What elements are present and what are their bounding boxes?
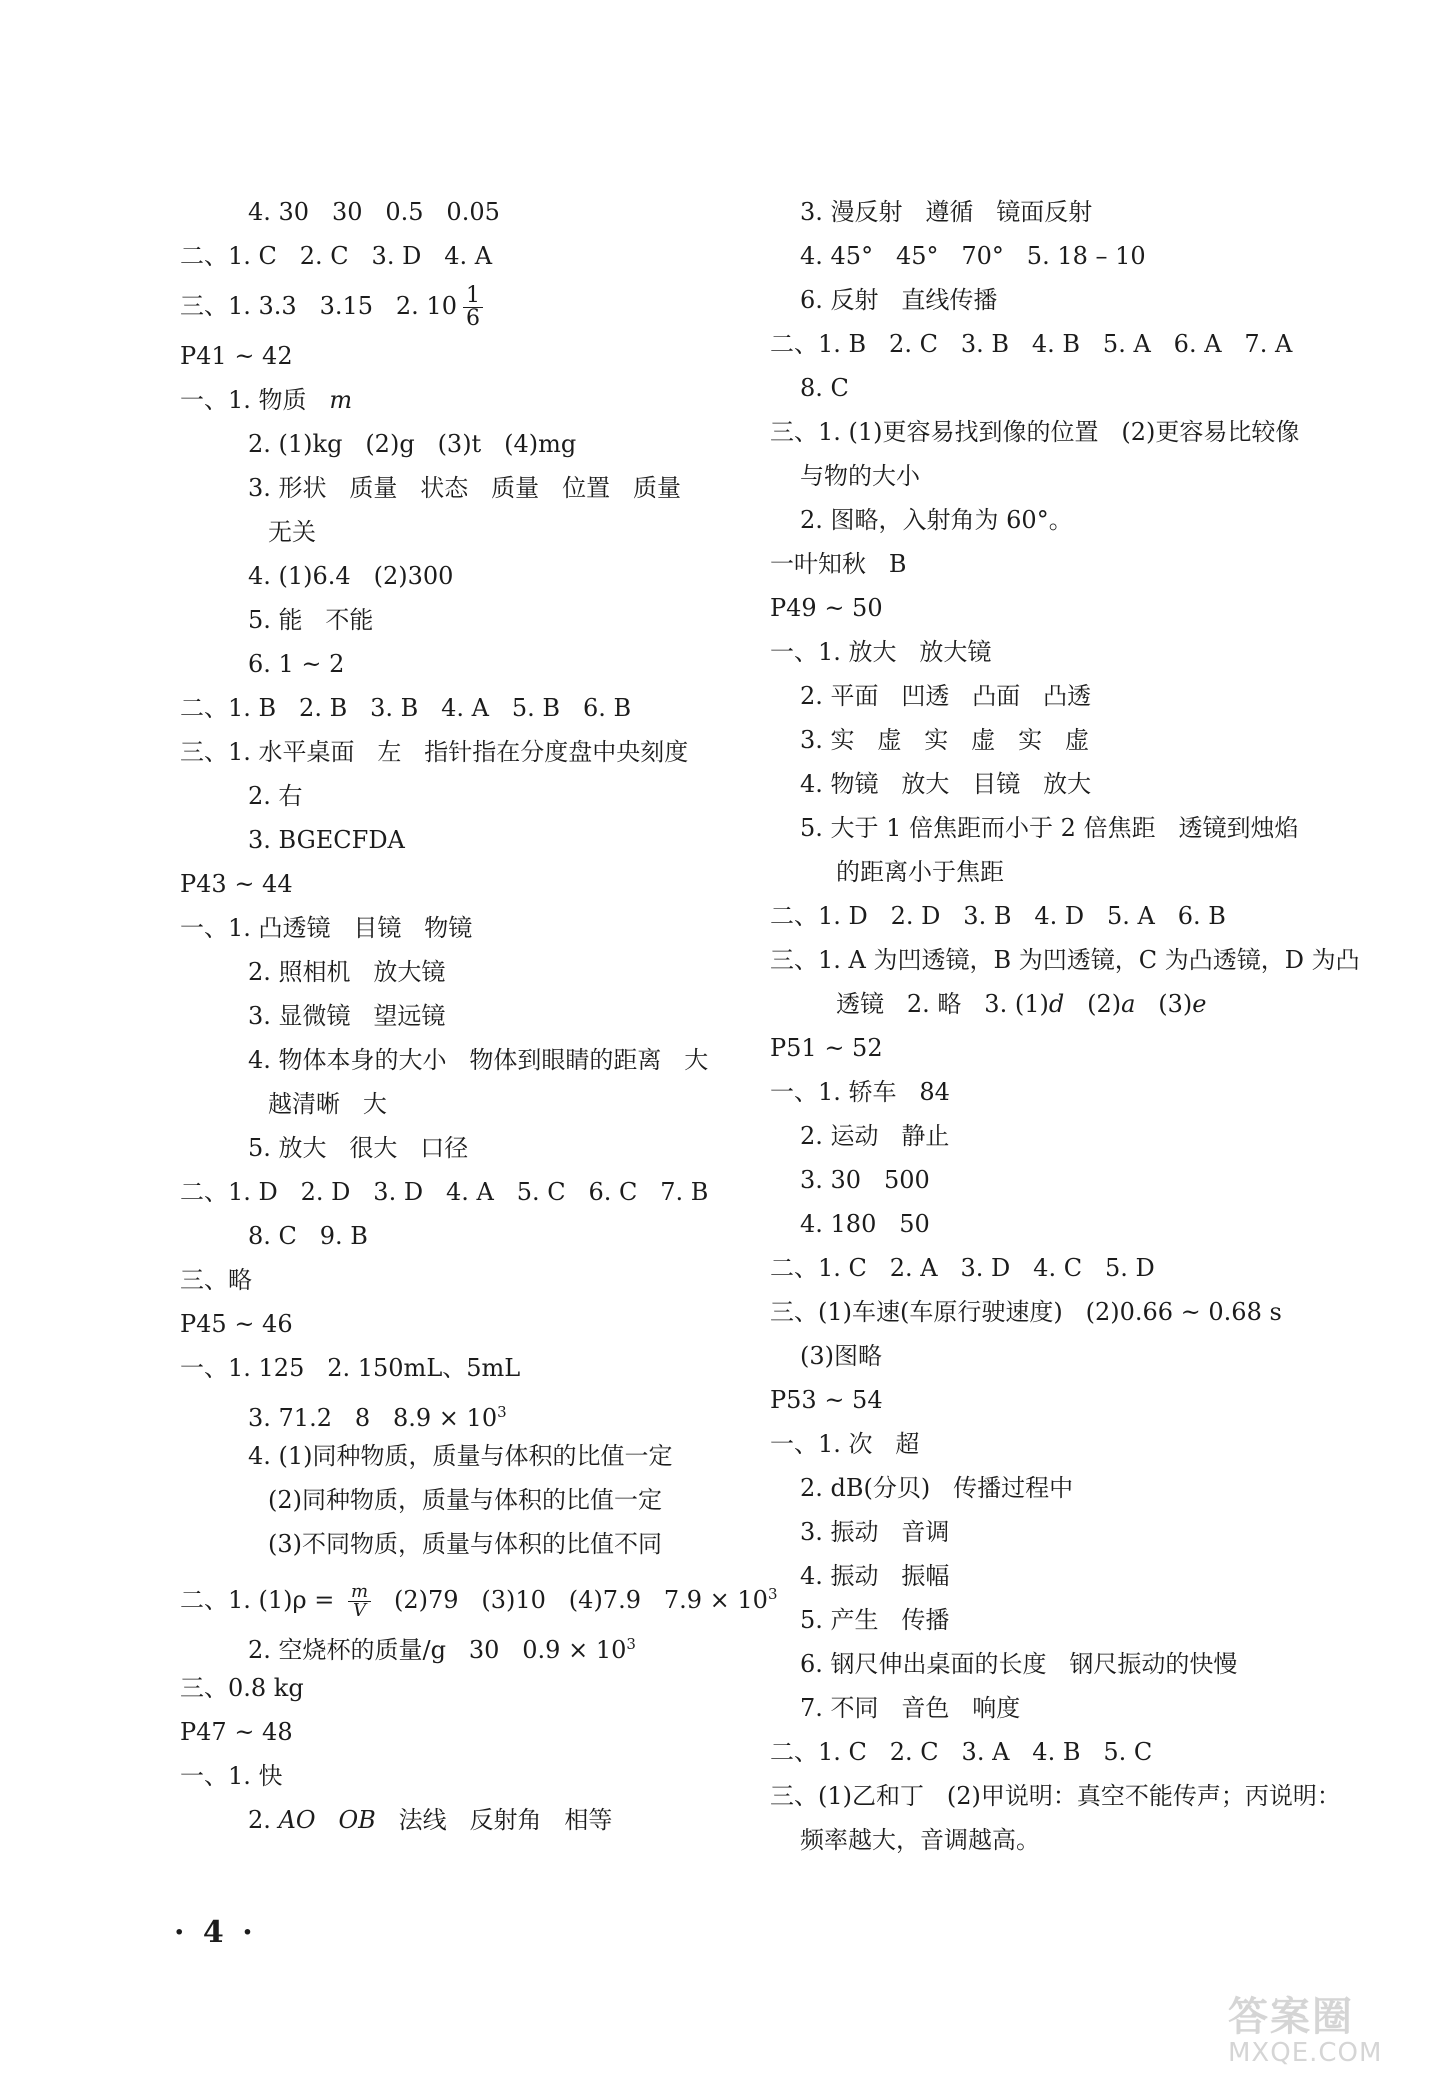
answer-line: 2. 运动 静止	[800, 1122, 950, 1150]
answer-line: 3. 漫反射 遵循 镜面反射	[800, 198, 1093, 226]
answer-line: 3. 30 500	[800, 1166, 930, 1194]
answer-line: 三、略	[180, 1266, 252, 1294]
answer-line: 一、1. 凸透镜 目镜 物镜	[180, 914, 473, 942]
answer-text: 2. 空烧杯的质量/g 30 0.9 × 10	[248, 1636, 627, 1664]
answer-line: 3. 振动 音调	[800, 1518, 950, 1546]
exponent: 3	[497, 1403, 507, 1421]
watermark-title: 答案圈	[1228, 1994, 1354, 2040]
answer-line: 三、0.8 kg	[180, 1674, 304, 1702]
section-heading: P53 ~ 54	[770, 1386, 883, 1414]
variable-symbol: a	[1121, 990, 1136, 1018]
answer-line	[180, 1390, 740, 1434]
answer-line-continuation	[770, 982, 1370, 1026]
answer-line: 一、1. 125 2. 150mL、5mL	[180, 1354, 521, 1382]
answer-line	[180, 1622, 740, 1666]
answer-line: 4. 30 30 0.5 0.05	[248, 198, 500, 226]
answer-line: 5. 能 不能	[248, 606, 374, 634]
answer-text: (2)79 (3)10 (4)7.9 7.9 × 10	[371, 1586, 768, 1614]
answer-line: 6. 反射 直线传播	[800, 286, 998, 314]
answer-line: 5. 大于 1 倍焦距而小于 2 倍焦距 透镜到烛焰	[800, 814, 1299, 842]
answer-line: 2. 照相机 放大镜	[248, 958, 446, 986]
answer-text: 透镜 2. 略 3. (1)	[836, 990, 1049, 1018]
answer-line: 一、1. 放大 放大镜	[770, 638, 992, 666]
answer-text: (2)	[1064, 990, 1122, 1018]
answer-line: 3. 显微镜 望远镜	[248, 1002, 446, 1030]
answer-line: 三、1. (1)更容易找到像的位置 (2)更容易比较像	[770, 418, 1300, 446]
answer-line-with-fraction	[180, 278, 740, 334]
answer-line	[180, 378, 740, 422]
variable-symbol: m	[329, 386, 353, 414]
answer-line: 4. 振动 振幅	[800, 1562, 950, 1590]
answer-line: (2)同种物质，质量与体积的比值一定	[268, 1486, 662, 1514]
page-number: · 4 ·	[174, 1915, 257, 1950]
answer-line: 二、1. B 2. C 3. B 4. B 5. A 6. A 7. A	[770, 330, 1293, 358]
exponent: 3	[767, 1585, 778, 1603]
answer-text: 三、1. 3.3 3.15 2. 10	[180, 292, 457, 320]
answer-line: 8. C 9. B	[248, 1222, 368, 1250]
section-heading: P41 ~ 42	[180, 342, 293, 370]
answer-line-continuation: 越清晰 大	[268, 1090, 387, 1118]
answer-line: 二、1. C 2. C 3. A 4. B 5. C	[770, 1738, 1153, 1766]
answer-line: 4. (1)同种物质，质量与体积的比值一定	[248, 1442, 673, 1470]
answer-line: 6. 钢尺伸出桌面的长度 钢尺振动的快慢	[800, 1650, 1238, 1678]
fraction	[463, 285, 483, 330]
answer-line: 2. (1)kg (2)g (3)t (4)mg	[248, 430, 577, 458]
section-heading: P45 ~ 46	[180, 1310, 293, 1338]
answer-line: (3)不同物质，质量与体积的比值不同	[268, 1530, 662, 1558]
watermark-url: MXQE.COM	[1228, 2038, 1383, 2068]
fraction-numerator: m	[348, 1583, 371, 1602]
answer-line: 4. (1)6.4 (2)300	[248, 562, 454, 590]
answer-text: (3)	[1135, 990, 1193, 1018]
answer-line-continuation: 的距离小于焦距	[836, 858, 1004, 886]
answer-line: 8. C	[800, 374, 849, 402]
section-heading: P51 ~ 52	[770, 1034, 883, 1062]
density-fraction	[348, 1583, 371, 1620]
ray-label: OB	[338, 1806, 376, 1834]
answer-text: 一、1. 物质	[180, 386, 330, 414]
answer-line: 二、1. C 2. A 3. D 4. C 5. D	[770, 1254, 1155, 1282]
fraction-denominator: 6	[465, 306, 480, 331]
answer-line: 一、1. 轿车 84	[770, 1078, 950, 1106]
answer-line: 4. 物体本身的大小 物体到眼睛的距离 大	[248, 1046, 709, 1074]
answer-text: 法线 反射角 相等	[375, 1806, 613, 1834]
answer-line: 二、1. B 2. B 3. B 4. A 5. B 6. B	[180, 694, 632, 722]
answer-line: 5. 产生 传播	[800, 1606, 950, 1634]
answer-line: 三、(1)车速(车原行驶速度) (2)0.66 ~ 0.68 s	[770, 1298, 1282, 1326]
section-heading: P49 ~ 50	[770, 594, 883, 622]
variable-symbol: e	[1192, 990, 1207, 1018]
answer-line: 3. BGECFDA	[248, 826, 405, 854]
answer-line-continuation: 无关	[268, 518, 316, 546]
answer-line: 4. 物镜 放大 目镜 放大	[800, 770, 1092, 798]
answer-text	[316, 1806, 339, 1834]
answer-line-continuation: 频率越大，音调越高。	[800, 1826, 1040, 1854]
answer-line: 2. 图略，入射角为 60°。	[800, 506, 1073, 534]
answer-text: 二、1. (1)ρ =	[180, 1586, 342, 1614]
answer-line: 三、1. 水平桌面 左 指针指在分度盘中央刻度	[180, 738, 689, 766]
answer-line: 2. 右	[248, 782, 303, 810]
answer-line	[180, 1798, 740, 1842]
answer-line-with-formula	[180, 1566, 778, 1622]
answer-line: 3. 形状 质量 状态 质量 位置 质量	[248, 474, 681, 502]
variable-symbol: d	[1048, 990, 1065, 1018]
ray-label: AO	[278, 1806, 316, 1834]
answer-line: 6. 1 ~ 2	[248, 650, 345, 678]
answer-line: 二、1. C 2. C 3. D 4. A	[180, 242, 493, 270]
answer-line: 7. 不同 音色 响度	[800, 1694, 1021, 1722]
answer-line: 2. 平面 凹透 凸面 凸透	[800, 682, 1092, 710]
answer-line: 4. 45° 45° 70° 5. 18 – 10	[800, 242, 1146, 270]
answer-line: 一、1. 次 超	[770, 1430, 920, 1458]
answer-text: 3. 71.2 8 8.9 × 10	[248, 1404, 498, 1432]
answer-line: 3. 实 虚 实 虚 实 虚	[800, 726, 1089, 754]
left-column	[180, 190, 778, 1842]
answer-line-continuation: (3)图略	[800, 1342, 882, 1370]
section-heading: P47 ~ 48	[180, 1718, 293, 1746]
answer-line: 一、1. 快	[180, 1762, 283, 1790]
answer-line-continuation: 与物的大小	[800, 462, 920, 490]
fraction-numerator: 1	[463, 285, 483, 308]
answer-line: 二、1. D 2. D 3. B 4. D 5. A 6. B	[770, 902, 1226, 930]
answer-line: 三、(1)乙和丁 (2)甲说明：真空不能传声；丙说明：	[770, 1782, 1341, 1810]
right-column	[767, 190, 1370, 1862]
answer-line: 三、1. A 为凹透镜，B 为凹透镜，C 为凸透镜，D 为凸	[770, 946, 1360, 974]
section-heading: P43 ~ 44	[180, 870, 293, 898]
fraction-denominator: V	[353, 1600, 367, 1621]
watermark-logo	[1228, 1985, 1428, 2075]
section-heading: 一叶知秋 B	[770, 550, 907, 578]
answer-text: 2.	[248, 1806, 279, 1834]
exponent: 3	[626, 1635, 636, 1653]
answer-line: 二、1. D 2. D 3. D 4. A 5. C 6. C 7. B	[180, 1178, 709, 1206]
answer-line: 2. dB(分贝) 传播过程中	[800, 1474, 1074, 1502]
answer-line: 5. 放大 很大 口径	[248, 1134, 469, 1162]
answer-line: 4. 180 50	[800, 1210, 930, 1238]
